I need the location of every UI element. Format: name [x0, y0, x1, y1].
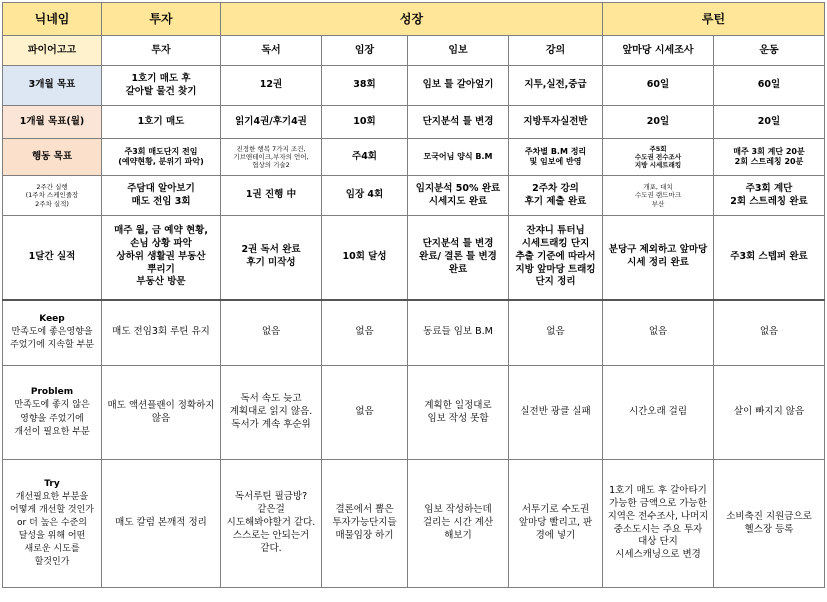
subheader-cell: 앞마당 시세조사: [603, 36, 714, 66]
table-cell: 없음: [221, 300, 322, 366]
table-cell: 없음: [603, 300, 714, 366]
month-row: [3, 216, 825, 300]
table-cell: 10회: [322, 106, 408, 139]
table-cell: 없음: [322, 366, 408, 460]
table-cell: 독서루틴 필금방? 같은걸 시도해봐야할거 같다. 스스로는 안되는거 같다.: [221, 460, 322, 588]
table-cell: 주3회 계단 2회 스트레칭 완료: [714, 176, 825, 216]
keep-row: [3, 300, 825, 366]
table-cell: 주차별 B.M 정리 및 임보에 반영: [509, 139, 603, 176]
header-growth: 성장: [221, 3, 603, 36]
table-cell: 임장 4회: [322, 176, 408, 216]
goal1-row: [3, 106, 825, 139]
table-cell: 없음: [322, 300, 408, 366]
subheader-cell: 운동: [714, 36, 825, 66]
subheader-cell: 임장: [322, 36, 408, 66]
table-cell: 독서 속도 늦고 계획대로 읽지 않음. 독서가 계속 후순위: [221, 366, 322, 460]
keep-label: [3, 300, 102, 366]
table-cell: 1호기 매도: [102, 106, 221, 139]
table-cell: 60일: [714, 66, 825, 106]
table-cell: 2권 독서 완료 후기 미작성: [221, 216, 322, 300]
table-cell: 없음: [714, 300, 825, 366]
row-label: 1개월 목표(월): [3, 106, 102, 139]
table-cell: 10회 달성: [322, 216, 408, 300]
try-title: Try: [44, 478, 60, 489]
review-table: [2, 2, 825, 588]
subheader-row: [3, 36, 825, 66]
table-cell: 모국어님 양식 B.M: [408, 139, 509, 176]
table-cell: 매도 액션플랜이 정확하지 않음: [102, 366, 221, 460]
table-cell: 1호기 매도 후 갈아타기 가능한 금액으로 가능한 지역은 전수조사, 나머지 중소도시는 주요 투자 대상 단지 시세스캐닝으로 변경: [603, 460, 714, 588]
table-cell: 읽기4권/후기4권: [221, 106, 322, 139]
table-cell: 지방투자실전반: [509, 106, 603, 139]
table-cell: 주5회 수도권 전수조사 지방 시세트래킹: [603, 139, 714, 176]
keep-title: Keep: [39, 314, 65, 325]
table-cell: 주4회: [322, 139, 408, 176]
subheader-cell: 투자: [102, 36, 221, 66]
table-cell: 잔쟈니 튜터님 시세트래킹 단지 추출 기준에 따라서 지방 앞마당 트래킹 단지 정리: [509, 216, 603, 300]
problem-row: [3, 366, 825, 460]
header-invest: 투자: [102, 3, 221, 36]
header-routine: 루틴: [603, 3, 825, 36]
table-cell: 주3회 스텝퍼 완료: [714, 216, 825, 300]
table-cell: 결론에서 뽑은 투자가능단지들 매물임장 하기: [322, 460, 408, 588]
problem-label: [3, 366, 102, 460]
table-cell: 60일: [603, 66, 714, 106]
row-label: 2주간 실행 (1주차 스케인줄장 2주차 실적): [3, 176, 102, 216]
table-cell: 1권 진행 中: [221, 176, 322, 216]
table-cell: 38회: [322, 66, 408, 106]
try-desc: 개선필요한 부분을 어떻게 개선할 것인가 or 더 높은 수준의 달성을 위해 어떤 새로운 시도를 할것인가: [10, 491, 94, 568]
row-label: 3개월 목표: [3, 66, 102, 106]
table-cell: 2주차 강의 후기 제출 완료: [509, 176, 603, 216]
table-cell: 시간오래 걸림: [603, 366, 714, 460]
table-cell: 임보 틀 갈아엎기: [408, 66, 509, 106]
table-cell: 계획한 일정대로 임보 작성 못함: [408, 366, 509, 460]
table-cell: 단지분석 틀 변경: [408, 106, 509, 139]
table-cell: 없음: [509, 300, 603, 366]
table-cell: 살이 빠지지 않음: [714, 366, 825, 460]
table-cell: 매주 3회 계단 20분 2회 스트레칭 20분: [714, 139, 825, 176]
subheader-cell: 강의: [509, 36, 603, 66]
problem-desc: 만족도에 좋지 않은 영향을 주었기에 개선이 필요한 부분: [14, 400, 90, 437]
header-nickname: 닉네임: [3, 3, 102, 36]
table-cell: 주담대 알아보기 매도 전임 3회: [102, 176, 221, 216]
table-cell: 매도 전임3회 루틴 유지: [102, 300, 221, 366]
subheader-label: 파이어고고: [3, 36, 102, 66]
table-cell: 개포, 대치 수도권 랜드마크 부산: [603, 176, 714, 216]
keep-desc: 만족도에 좋은영향을 주었기에 지속할 부분: [10, 327, 94, 351]
table-cell: 주3회 매도단지 전임 (예약현황, 분위기 파악): [102, 139, 221, 176]
table-cell: 지투,실전,중급: [509, 66, 603, 106]
subheader-cell: 독서: [221, 36, 322, 66]
table-cell: 임지분석 50% 완료 시세지도 완료: [408, 176, 509, 216]
action-row: [3, 139, 825, 176]
row-label: 행동 목표: [3, 139, 102, 176]
table-cell: 임보 작성하는데 걸리는 시간 계산 해보기: [408, 460, 509, 588]
goal3-row: [3, 66, 825, 106]
table-cell: 20일: [714, 106, 825, 139]
subheader-cell: 임보: [408, 36, 509, 66]
table-cell: 단지분석 틀 변경 완료/ 결론 틀 변경 완료: [408, 216, 509, 300]
table-cell: 매주 월, 금 예약 현황, 손님 상황 파악 상하위 생활권 부동산 뿌리기 부동산 방문: [102, 216, 221, 300]
table-cell: 12권: [221, 66, 322, 106]
table-cell: 실전반 광클 실패: [509, 366, 603, 460]
problem-title: Problem: [30, 387, 74, 398]
table-cell: 20일: [603, 106, 714, 139]
table-cell: 동료들 임보 B.M: [408, 300, 509, 366]
row-label: 1달간 실적: [3, 216, 102, 300]
table-cell: 서투기로 수도권 앞마당 빨리고, 판 경에 넣기: [509, 460, 603, 588]
table-cell: 소비축진 지원금으로 헬스장 등록: [714, 460, 825, 588]
table-cell: 매도 칼럼 본깨적 정리: [102, 460, 221, 588]
table-cell: 분당구 제외하고 앞마당 시세 정리 완료: [603, 216, 714, 300]
week2-row: [3, 176, 825, 216]
try-label: [3, 460, 102, 588]
table-cell: 진정한 행복 7가지 조건, 기브앤테이크,부자의 언어, 협상의 기술2: [221, 139, 322, 176]
table-cell: 1호기 매도 후 갈아탈 물건 찾기: [102, 66, 221, 106]
try-row: [3, 460, 825, 588]
